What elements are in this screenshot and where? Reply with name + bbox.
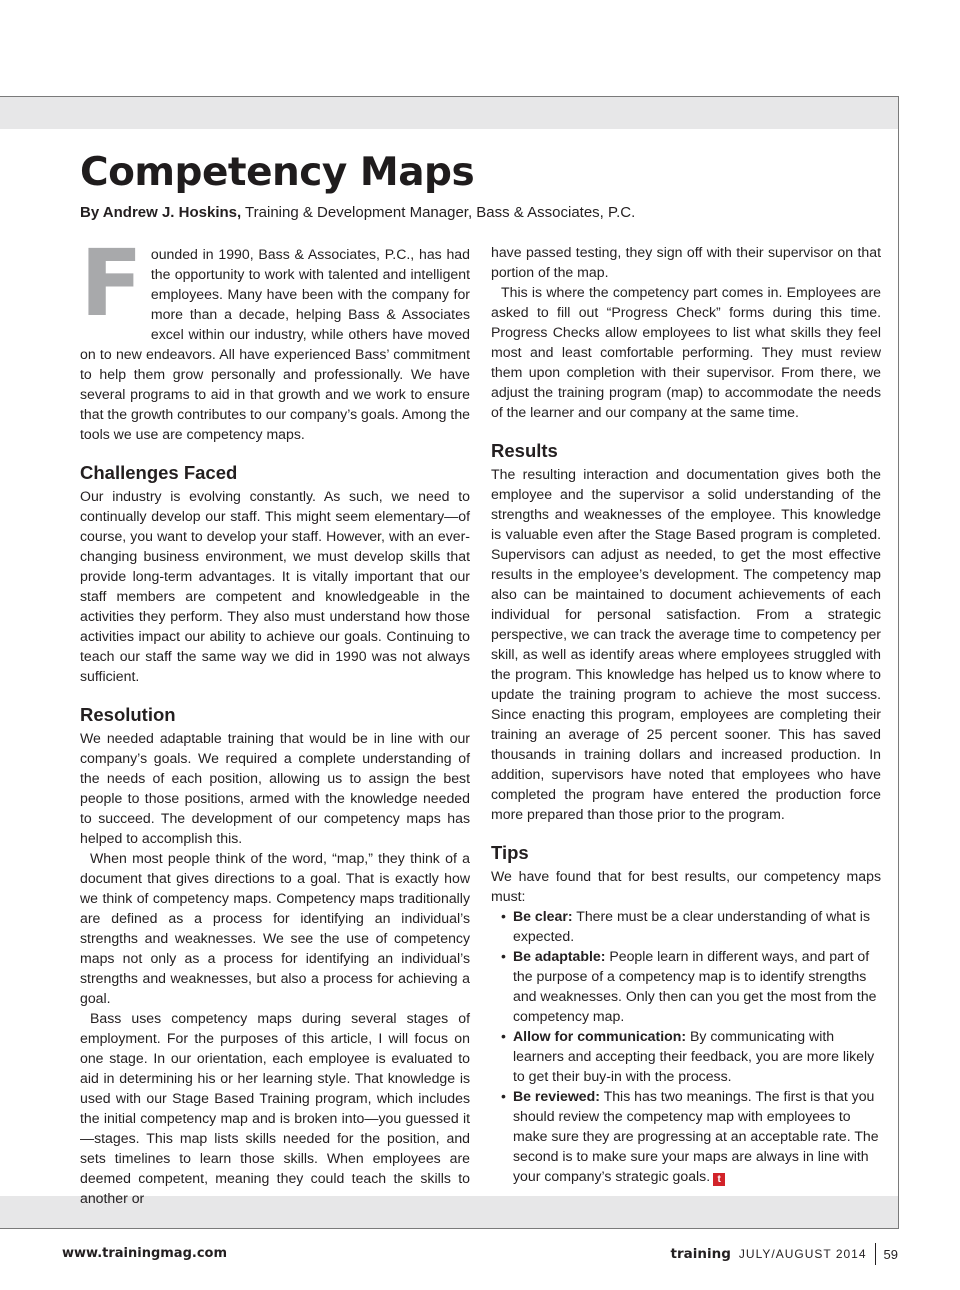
footer-url: www.trainingmag.com	[62, 1246, 228, 1261]
resolution-heading: Resolution	[80, 704, 176, 725]
continued-paragraph: have passed testing, they sign off with their supervisor on that portion of the map.	[491, 244, 881, 280]
tip-lead: Allow for communication:	[513, 1028, 687, 1044]
tips-list	[491, 906, 881, 1186]
resolution-paragraph-3: Bass uses competency maps during several stages of employment. For the purposes of this article, I will focus on one stage. In our orientation, each employee is evaluated to aid in determining his or her learning style. That knowledge is used with our Stage Based Training program, which includes the initial competency map and is broken into—you guessed it—stages. This map lists skills needed for the position, and sets timelines to learn those skills. When employees are deemed competent, meaning they could teach the skills to another or	[80, 1010, 470, 1206]
challenges-heading: Challenges Faced	[80, 462, 238, 483]
right-column	[491, 242, 881, 1186]
intro-text: ounded in 1990, Bass & Associates, P.C., has had the opportunity to work with talented and intelligent employees. Many have been with the company for more than a decade, helping Bass & Associates excel within our industry, while others have moved on to new endeavors. All have experienced Bass’ commitment to help them grow personally and professionally. We have several programs to aid in that growth and we work to ensure that the growth contributes to our company’s goals. Among the tools we use are competency maps.	[80, 246, 470, 442]
tips-intro: We have found that for best results, our competency maps must:	[491, 868, 881, 904]
end-of-article-icon: t	[713, 1173, 725, 1186]
page-number: 59	[883, 1246, 898, 1262]
tip-text: There must be a clear understanding of what is expected.	[513, 908, 870, 944]
left-column	[80, 230, 470, 1208]
bullet-icon: •	[501, 1088, 506, 1104]
bullet-icon: •	[501, 948, 506, 964]
tip-lead: Be reviewed:	[513, 1088, 600, 1104]
article-title: Competency Maps	[80, 150, 475, 195]
top-band	[0, 97, 898, 129]
tip-text: People learn in different ways, and part of the purpose of a competency map is to identify strengths and weaknesses. Only then can you get the most from the competency map.	[513, 948, 877, 1024]
tip-text: This has two meanings. The first is that you should review the competency map with employees to make sure they are progressing at an acceptable rate. The second is to make sure your maps are always in line with your company’s strategic goals.	[513, 1088, 879, 1184]
magazine-name: training	[670, 1246, 731, 1262]
byline-author: By Andrew J. Hoskins,	[80, 204, 242, 221]
challenges-paragraph: Our industry is evolving constantly. As such, we need to continually develop our staff. This might seem elementary—of course, you want to develop your staff. However, with an ever-changing business environment, we must develop skills that provide long-term advantages. It is vitally important that our staff members are competent and knowledgeable in the activities they perform. They also must understand how those activities impact our ability to achieve our goals. Continuing to teach our staff the same way we did in 1990 was not always sufficient.	[80, 488, 470, 684]
tip-item	[501, 946, 881, 1026]
resolution-paragraph-1: We needed adaptable training that would be in line with our company’s goals. We required a complete understanding of the needs of each position, allowing us to assign the best people to those positions, armed with the knowledge needed to succeed. The development of our competency maps has helped to accomplish this.	[80, 730, 470, 846]
folio-divider	[875, 1243, 876, 1265]
tip-item	[501, 906, 881, 946]
resolution-paragraph-2: When most people think of the word, “map,” they think of a document that gives directions to a goal. That is exactly how we think of competency maps. Competency maps traditionally are defined as a process for identifying an individual’s strengths and weaknesses. We see the use of competency maps not only as a process for identifying an individual’s strengths and weaknesses, but also a process for achieving a goal.	[80, 850, 470, 1006]
tip-text: By communicating with learners and accepting their feedback, you are more likely to get their buy-in with the process.	[513, 1028, 875, 1084]
byline-role: Training & Development Manager, Bass & Associates, P.C.	[241, 204, 636, 221]
issue-date: JULY/AUGUST 2014	[738, 1247, 867, 1261]
tip-item	[501, 1086, 881, 1186]
tip-lead: Be clear:	[513, 908, 573, 924]
byline	[80, 204, 635, 221]
footer-folio	[671, 1243, 898, 1265]
tip-item	[501, 1026, 881, 1086]
bullet-icon: •	[501, 908, 506, 924]
tips-heading: Tips	[491, 842, 529, 863]
results-heading: Results	[491, 440, 558, 461]
tip-lead: Be adaptable:	[513, 948, 606, 964]
intro-paragraph	[80, 230, 470, 444]
drop-cap: F	[80, 230, 143, 337]
competency-paragraph: This is where the competency part comes in. Employees are asked to fill out “Progress Check” forms during this time. Progress Checks allow employees to list what skills they feel most and least comfortable performing. They must review them upon completion with their supervisor. From there, we adjust the training program (map) to accommodate the needs of the learner and our company at the same time.	[491, 284, 881, 420]
bullet-icon: •	[501, 1028, 506, 1044]
results-paragraph: The resulting interaction and documentation gives both the employee and the supervisor a solid understanding of the strengths and weaknesses of the employee. This knowledge is valuable even after the Stage Based program is completed. Supervisors can adjust as needed, to get the most effective results in the employee’s development. The competency map also can be maintained to document achievements of each individual for personal satisfaction. From a strategic perspective, we can track the average time to competency per skill, as well as identify areas where employees struggled with the program. This knowledge has helped us to know where to update the training program to achieve the most success. Since enacting this program, employees are completing their training an average of 25 percent sooner. This has saved thousands in training dollars and increased production. In addition, supervisors have noted that employees who have completed the program have entered the production force more prepared than those prior to the program.	[491, 466, 881, 822]
